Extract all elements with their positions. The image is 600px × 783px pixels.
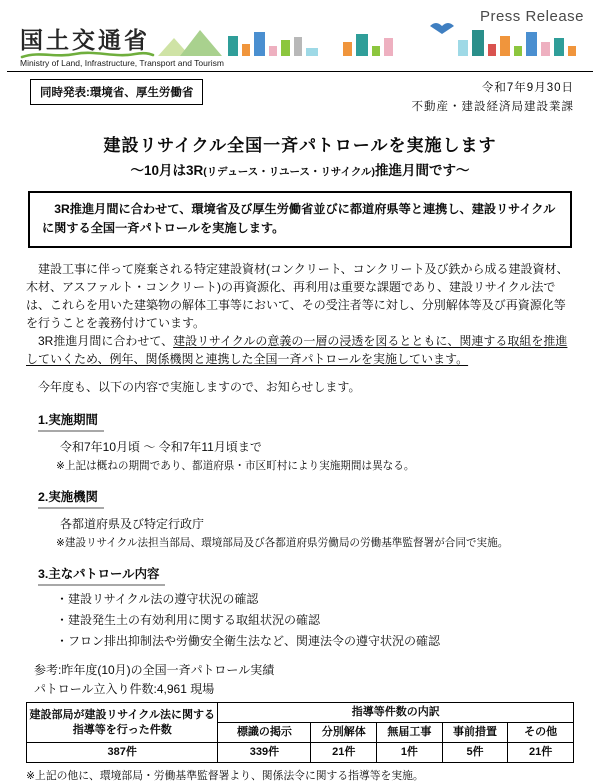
table-group-header: 指導等件数の内訳 bbox=[218, 703, 574, 723]
table-header-row-1 bbox=[27, 703, 574, 723]
ministry-logo-text: 国土交通省 bbox=[20, 27, 150, 53]
table-left-header: 建設部局が建設リサイクル法に関する指導等を行った件数 bbox=[27, 703, 218, 743]
section-1-note: ※上記は概ねの期間であり、都道府県・市区町村により実施期間は異なる。 bbox=[56, 459, 415, 472]
section-organizations bbox=[26, 487, 574, 550]
patrol-count: パトロール立入り件数:4,961 現場 bbox=[34, 681, 215, 696]
table-value-sign: 339件 bbox=[218, 742, 311, 762]
table-value-other: 21件 bbox=[508, 742, 574, 762]
subtitle-suffix: 推進月間です〜 bbox=[375, 162, 470, 178]
section-period bbox=[26, 410, 574, 473]
patrol-item-3: ・フロン排出抑制法や労働安全衛生法など、関連法令の遵守状況の確認 bbox=[56, 633, 441, 648]
cityscape-illustration bbox=[158, 16, 583, 58]
table-value-separation: 21件 bbox=[311, 742, 377, 762]
page-subtitle bbox=[26, 159, 574, 179]
page-title: 建設リサイクル全国一斉パトロールを実施します bbox=[103, 135, 497, 155]
table-value-premeasure: 5件 bbox=[442, 742, 508, 762]
patrol-item-2: ・建設発生土の有効利用に関する取組状況の確認 bbox=[56, 612, 321, 627]
release-date: 令和7年9月30日 bbox=[481, 82, 574, 94]
section-2-organizations: 各都道府県及び特定行政庁 bbox=[60, 516, 205, 531]
table-value-row bbox=[27, 742, 574, 762]
meta-right bbox=[412, 79, 575, 117]
title-block bbox=[26, 131, 574, 179]
paragraph-2-underlined: 建設リサイクルの意義の一層の浸透を図るとともに、関連する取組を推進していくため、例年、関係機関と連携した全国一斉パトロールを実施しています。 bbox=[26, 333, 568, 366]
table-subheader-unreported: 無届工事 bbox=[377, 723, 443, 743]
section-1-heading: 1.実施期間 bbox=[38, 410, 104, 432]
meta-row bbox=[26, 79, 574, 117]
section-1-period: 令和7年10月頃 〜 令和7年11月頃まで bbox=[60, 439, 262, 454]
section-patrol-content bbox=[26, 564, 574, 649]
table-subheader-premeasure: 事前措置 bbox=[442, 723, 508, 743]
section-2-heading: 2.実施機関 bbox=[38, 487, 104, 509]
subtitle-prefix: 〜10月は3R bbox=[130, 162, 204, 178]
joint-release-box: 同時発表:環境省、厚生労働省 bbox=[30, 79, 203, 105]
body-paragraph-2 bbox=[26, 332, 574, 368]
table-value-unreported: 1件 bbox=[377, 742, 443, 762]
section-3-heading: 3.主なパトロール内容 bbox=[38, 564, 165, 586]
body-paragraphs bbox=[26, 260, 574, 396]
body-paragraph-1: 建設工事に伴って廃棄される特定建設資材(コンクリート、コンクリート及び鉄から成る建設資材、木材、アスファルト・コンクリート)の再資源化、再利用は重要な課題であり、建設リサイクル法では、これらを用いた建築物の解体工事等において、その受注者等に対し、分別解体等及び再資源化等を行うことを義務付けています。 bbox=[26, 261, 569, 330]
paragraph-2-plain: 3R推進月間に合わせて、 bbox=[38, 333, 174, 348]
subtitle-paren: (リデュース・リユース・リサイクル) bbox=[203, 165, 376, 178]
table-subheader-sign: 標識の掲示 bbox=[218, 723, 311, 743]
section-2-note: ※建設リサイクル法担当部局、環境部局及び各都道府県労働局の労働基準監督署が合同で実施。 bbox=[56, 536, 509, 549]
release-department: 不動産・建設経済局建設業課 bbox=[411, 100, 574, 113]
header-divider bbox=[7, 71, 593, 72]
document-body bbox=[0, 79, 600, 783]
table-subheader-other: その他 bbox=[508, 723, 574, 743]
ministry-name-en: Ministry of Land, Infrastructure, Transport and Tourism bbox=[20, 58, 224, 68]
patrol-item-1: ・建設リサイクル法の遵守状況の確認 bbox=[56, 591, 259, 606]
summary-text: 3R推進月間に合わせて、環境省及び厚生労働省並びに都道府県等と連携し、建設リサイクルに関する全国一斉パトロールを実施します。 bbox=[42, 201, 556, 236]
press-release-label: Press Release bbox=[479, 8, 584, 25]
footnote: ※上記の他に、環境部局・労働基準監督署より、関係法令に関する指導等を実施。 bbox=[26, 769, 424, 782]
reference-title: 参考:昨年度(10月)の全国一斉パトロール実績 bbox=[34, 662, 275, 677]
summary-box bbox=[28, 191, 572, 248]
table-subheader-separation: 分別解体 bbox=[311, 723, 377, 743]
body-paragraph-3: 今年度も、以下の内容で実施しますので、お知らせします。 bbox=[38, 379, 361, 394]
bird-icon bbox=[430, 23, 454, 34]
table-value-total: 387件 bbox=[27, 742, 218, 762]
results-table bbox=[26, 702, 574, 763]
reference-block bbox=[34, 661, 574, 698]
